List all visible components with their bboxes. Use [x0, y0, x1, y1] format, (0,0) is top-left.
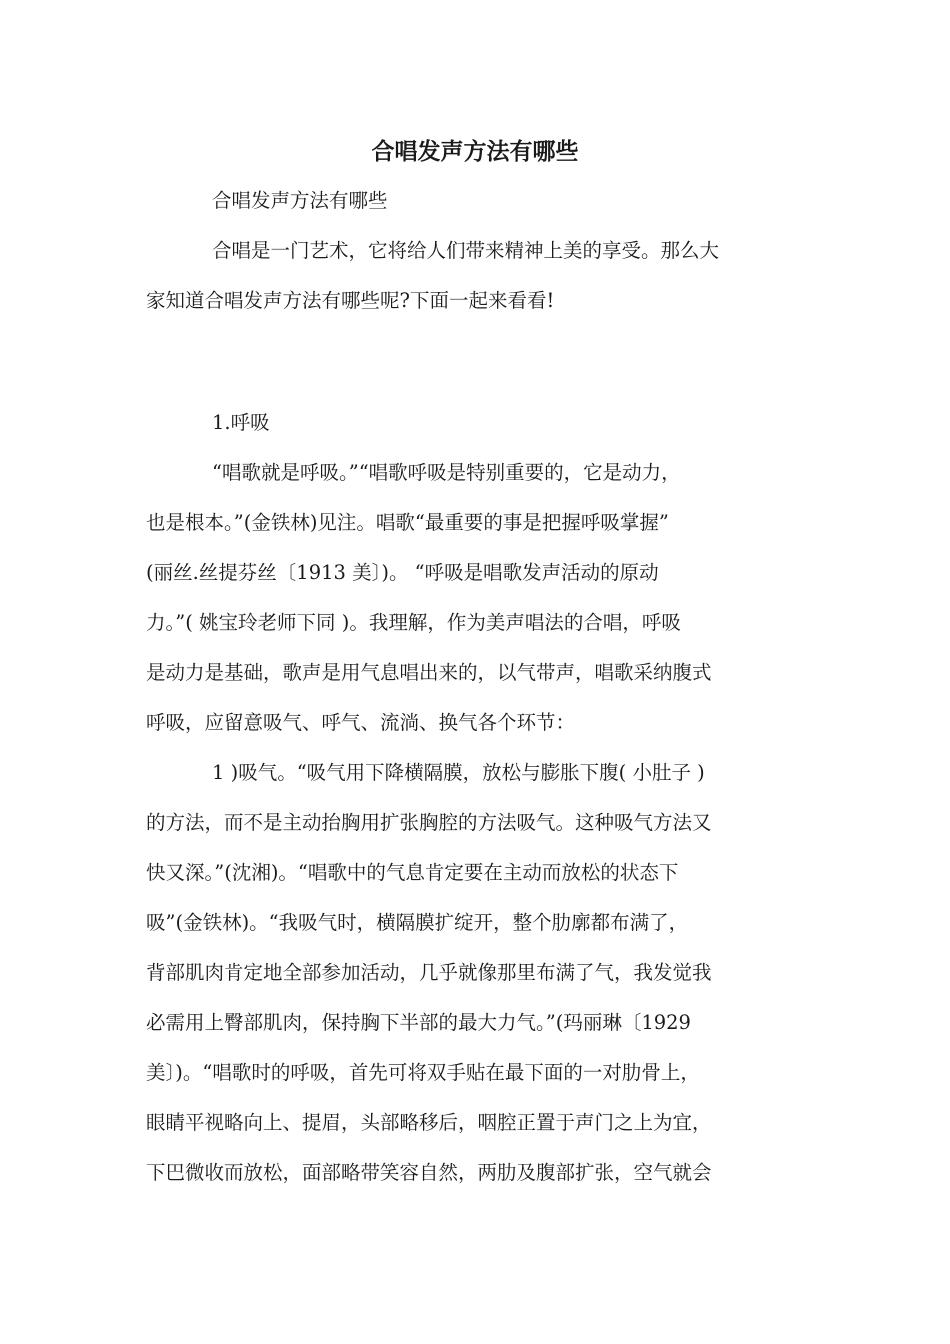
- paragraph-line: 眼睛平视略向上、提眉，头部略移后，咽腔正置于声门之上为宜，: [146, 1111, 712, 1134]
- paragraph-line: 背部肌肉肯定地全部参加活动，几乎就像那里布满了气，我发觉我: [146, 961, 712, 984]
- paragraph-line: 也是根本。”(金铁林)见注。唱歌“最重要的事是把握呼吸掌握”: [146, 511, 669, 534]
- paragraph-line: “唱歌就是呼吸。”“唱歌呼吸是特别重要的，它是动力，: [212, 461, 681, 484]
- paragraph-line: 力。”( 姚宝玲老师下同 )。我理解，作为美声唱法的合唱，呼吸: [146, 611, 681, 634]
- paragraph-line: 是动力是基础，歌声是用气息唱出来的，以气带声，唱歌采纳腹式: [146, 661, 712, 684]
- document-title: 合唱发声方法有哪些: [371, 139, 579, 165]
- paragraph-line: (丽丝.丝提芬丝〔1913 美〕)。 “呼吸是唱歌发声活动的原动: [146, 561, 659, 584]
- paragraph-line: 吸”(金铁林)。“我吸气时，横隔膜扩绽开，整个肋廓都布满了，: [146, 911, 689, 934]
- paragraph-line: 的方法，而不是主动抬胸用扩张胸腔的方法吸气。这种吸气方法又: [146, 811, 712, 834]
- paragraph-line: 家知道合唱发声方法有哪些呢?下面一起来看看!: [146, 289, 555, 312]
- paragraph-line: 1 )吸气。“吸气用下降横隔膜，放松与膨胀下腹( 小肚子 ): [212, 761, 705, 784]
- paragraph-line: 快又深。”(沈湘)。“唱歌中的气息肯定要在主动而放松的状态下: [146, 861, 679, 884]
- paragraph-line: 呼吸，应留意吸气、呼气、流淌、换气各个环节：: [146, 711, 576, 734]
- paragraph-line: 美〕)。“唱歌时的呼吸，首先可将双手贴在最下面的一对肋骨上，: [146, 1061, 700, 1084]
- subtitle-line: 合唱发声方法有哪些: [212, 189, 388, 212]
- section-heading: 1.呼吸: [212, 411, 270, 434]
- paragraph-line: 必需用上臀部肌肉，保持胸下半部的最大力气。”(玛丽琳〔1929: [146, 1011, 691, 1034]
- paragraph-line: 下巴微收而放松，面部略带笑容自然，两肋及腹部扩张，空气就会: [146, 1161, 712, 1184]
- paragraph-line: 合唱是一门艺术，它将给人们带来精神上美的享受。那么大: [212, 239, 720, 262]
